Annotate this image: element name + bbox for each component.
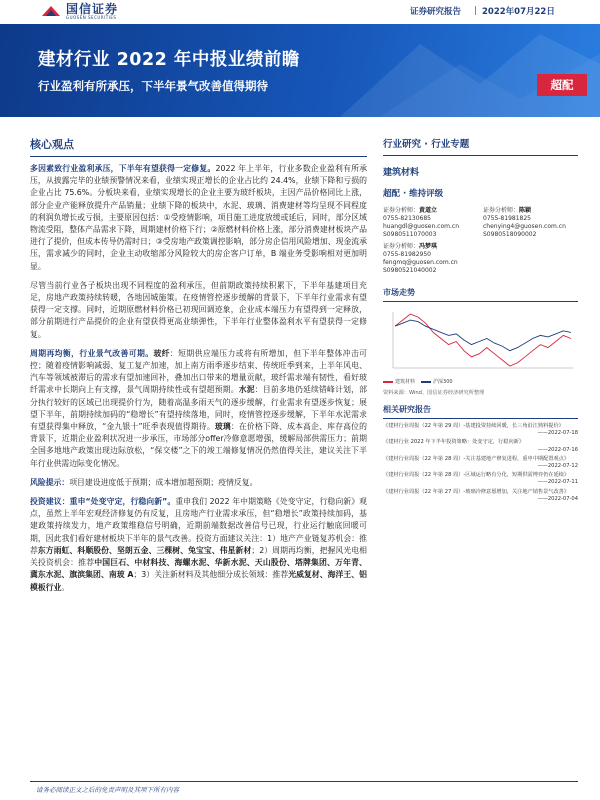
legend-swatch (383, 381, 393, 383)
analyst-name: 冯梦琪 (419, 243, 438, 250)
analyst-phone: 0755-82130685 (383, 215, 431, 222)
paragraph-risk-warning (30, 477, 367, 489)
paragraph-cycle-rebalance (30, 348, 367, 470)
paragraph-lead: 风险提示： (30, 477, 70, 487)
legend-label: 建筑材料 (395, 379, 416, 385)
paragraph-second-half-outlook (30, 280, 367, 341)
related-report-title: 《建材行业周报（22 年第 29 周）-基建投资持续回暖，长三角沿江熟料提价》 (383, 423, 564, 429)
logo-name-cn: 国信证券 (66, 1, 119, 16)
market-trend-chart (383, 306, 578, 376)
chart-legend (383, 378, 578, 385)
related-reports-title: 相关研究报告 (383, 404, 578, 419)
analyst-cert: S0980521040002 (383, 267, 437, 274)
legend-item (421, 378, 453, 385)
related-report-item[interactable] (383, 439, 578, 453)
logo-name-en: GUOSEN SECURITIES (66, 14, 117, 20)
paragraph-profit-pressure (30, 163, 367, 273)
related-report-title: 《建材行业 2022 年下半年投资策略：处变守定，行稳向新》 (383, 439, 525, 446)
paragraph-text: ；2）周期再均衡，把握风光电相关投资机会：推荐 (30, 545, 367, 568)
analyst-cert: S0980511070003 (383, 231, 437, 238)
banner-decoration (340, 24, 600, 117)
analyst-list (383, 207, 578, 275)
keyword-cement: 水泥 (238, 385, 255, 395)
analyst-email[interactable]: chenying4@guosen.com.cn (483, 223, 566, 230)
related-report-title: 《建材行业周报（22 年第 27 周）-玻璃冷修意愿增加，关注地产销售景气改善》 (383, 488, 570, 495)
title-banner (0, 24, 600, 117)
paragraph-lead: 周期再均衡，行业景气改善可期。 (30, 348, 154, 358)
recommended-stocks: 中国巨石、中材科技、海螺水泥、华新水泥、天山股份、塔牌集团、万年青、冀东水泥、旗滨集团、南玻 A (30, 558, 368, 580)
related-report-title: 《建材行业周报（22 年第 28 周）-关注基建地产修复进程，重申中期配置观点》 (383, 455, 570, 462)
keyword-fiberglass: 玻纤 (153, 348, 170, 358)
section-title-core-view: 核心观点 (30, 136, 367, 157)
divider (383, 155, 578, 156)
paragraph-text: ；3）关注新材料及其他细分成长领域：推荐 (133, 570, 289, 580)
analyst-name: 陈颖 (519, 207, 532, 214)
industry-name: 建筑材料 (383, 168, 420, 178)
legend-label: 沪深300 (433, 379, 453, 385)
chart-source: 资料来源：Wind、国信证券经济研究所整理 (383, 390, 485, 396)
related-report-item[interactable] (383, 456, 578, 470)
analyst-name: 黄道立 (419, 207, 438, 214)
report-type: 证券研究报告 (410, 7, 462, 17)
paragraph-text: ：在价格下降、成本高企、库存高位的背景下，近期企业盈利状况进一步承压，市场部分offer冷修意愿增强，缓解局部供需压力；前期全国多地地产政策出现边际放松，“保交楼”之下的竣工端修复情况仍然值得关注，建议关注下半年行业供需边际变化情况。 (30, 422, 368, 468)
report-date: 2022年07月22日 (482, 7, 555, 17)
header-divider (475, 6, 476, 15)
paragraph-text: 项目建设进度低于预期；成本增加超预期；疫情反复。 (69, 477, 258, 487)
related-report-item[interactable] (383, 472, 578, 486)
related-report-date: ——2022-07-12 (537, 463, 578, 470)
paragraph-text: 2022 年上半年，行业多数企业盈利有所承压，从披露完毕的业绩预警情况来看，业绩实现正增长的企业占比约 24.4%，业绩下降和亏损的企业占比 75.6%。分板块来看，业绩实现增长的企业主要为玻纤板块，主因产品价格同比上涨，部分企业产能释放提升产品销量；业绩下降的板块中，水泥、玻璃、消费建材等均呈现不同程度的利润负增长或亏损，主要原因包括：①受疫情影响，项目施工进度放缓或延后，同时，部分区域物流受阻，整体产品需求下降，周期建材价格下行；②原燃材料价格上涨，部分消费建材板块产品进行了提价，但成本传导仍需时日；③受房地产政策调控影响，部分房企信用风险增加、现金流承压，需求减少的同时，企业主动收缩部分风险较大的房企客户订单，B 端业务受影响相对更加明显。 (30, 164, 367, 271)
research-category: 行业研究 · 行业专题 (383, 139, 470, 150)
paragraph-lead: 投资建议：重申“处变守定，行稳向新”。 (30, 497, 176, 507)
related-report-date: ——2022-07-04 (537, 495, 578, 502)
analyst-cert: S0980518090002 (483, 231, 537, 238)
logo-icon (40, 4, 62, 18)
analyst-email[interactable]: fengmq@guosen.com.cn (383, 259, 458, 266)
paragraph-text: 重申我们 2022 年中期策略《处变守定，行稳向新》观点，虽然上半年宏观经济修复仍有反复，且房地产行业需求承压，但“稳增长”政策持续加码，基建政策持续发力，地产政策维稳信号明确，近期前端数据改善信号已现，行业运行触底回暖可期，因此我们看好建材板块下半年的景气改善。投资方面建议关注：1）地产产业链复苏机会：推荐 (30, 497, 367, 555)
keyword-glass: 玻璃 (214, 422, 231, 432)
recommended-stocks: 东方雨虹、科顺股份、坚朗五金、三棵树、兔宝宝、伟星新材 (37, 545, 252, 555)
market-trend-title: 市场走势 (383, 287, 578, 302)
footer-disclaimer: 请务必阅读正文之后的免责声明及其项下所有内容 (36, 786, 179, 794)
report-subtitle: 行业盈利有所承压，下半年景气改善值得期待 (38, 79, 268, 93)
recommended-stocks: 光威复材、海洋王、铝模板行业 (30, 570, 367, 592)
related-report-date: ——2022-07-11 (537, 479, 578, 486)
paragraph-text: ：目前多地仍延续错峰计划，部分执行较好的区域已出现提价行为，随着高温多雨天气的逐步缓解，行业需求有望逐步恢复；展望下半年，前期持续加码的“稳增长”有望持续落地，同时，疫情管控逐步缓解，下半年水泥需求有望获得集中释放，“金九银十”旺季表现值得期待。 (30, 385, 368, 432)
analyst-phone: 0755-81982950 (383, 251, 431, 258)
main-column (30, 136, 367, 601)
legend-swatch (421, 381, 431, 383)
related-report-date: ——2022-07-16 (537, 446, 578, 453)
analyst-label: 证券分析师： (383, 207, 420, 214)
analyst-email[interactable]: huangdl@guosen.com.cn (383, 223, 460, 230)
brand-logo (40, 0, 118, 22)
paragraph-lead: 多因素致行业盈利承压，下半年有望获得一定修复。 (30, 164, 216, 173)
analyst-label: 证券分析师： (383, 243, 420, 250)
related-report-item[interactable] (383, 489, 578, 503)
related-reports-list (383, 423, 578, 503)
analyst-phone: 0755-81981825 (483, 215, 531, 222)
top-bar (0, 0, 600, 22)
analyst-card (483, 207, 578, 239)
report-title: 建材行业 2022 年中报业绩前瞻 (38, 50, 300, 70)
rating-badge: 超配 (537, 74, 587, 96)
paragraph-text: 。 (61, 582, 70, 592)
legend-item (383, 378, 415, 385)
paragraph-text: ：短期供应端压力或将有所增加，但下半年整体冲击可控；随着疫情影响减弱、复工复产加速，加上南方雨季逐步结束、传统旺季到来，上半年风电、汽车等领域被滞后的需求有望加速回补，叠加出口带来的增量贡献，玻纤需求端有韧性，看好玻纤需求中长期向上有支撑，景气周期持续性或有望超预期。 (30, 348, 368, 395)
sidebar (383, 136, 578, 505)
analyst-card (383, 243, 483, 275)
rating-text: 超配 · 维持评级 (383, 189, 444, 199)
related-report-title: 《建材行业周报（22 年第 28 周）-区域运行略有分化，短期供需博弈仍在延续》 (383, 472, 570, 479)
analyst-card (383, 207, 483, 239)
paragraph-investment-advice (30, 496, 367, 594)
analyst-label: 证券分析师： (483, 207, 520, 214)
related-report-date: ——2022-07-18 (537, 430, 578, 437)
paragraph-text: 尽管当前行业各子板块出现不同程度的盈利承压，但前期政策持续积累下，下半年基建项目充足，房地产政策持续转暖，各地因城施策。在疫情管控逐步缓解的背景下，下半年行业需求有望获得一定支撑。同时，近期原燃材料价格已初现回调迹象，企业成本端压力有望得到一定释放，部分前期进行产品提价的企业有望获得更高业绩弹性，下半年行业整体盈利水平有望获得一定修复。 (30, 280, 367, 339)
trend-chart-svg (383, 306, 578, 376)
footer-divider (30, 781, 578, 782)
related-report-item[interactable] (383, 423, 578, 437)
